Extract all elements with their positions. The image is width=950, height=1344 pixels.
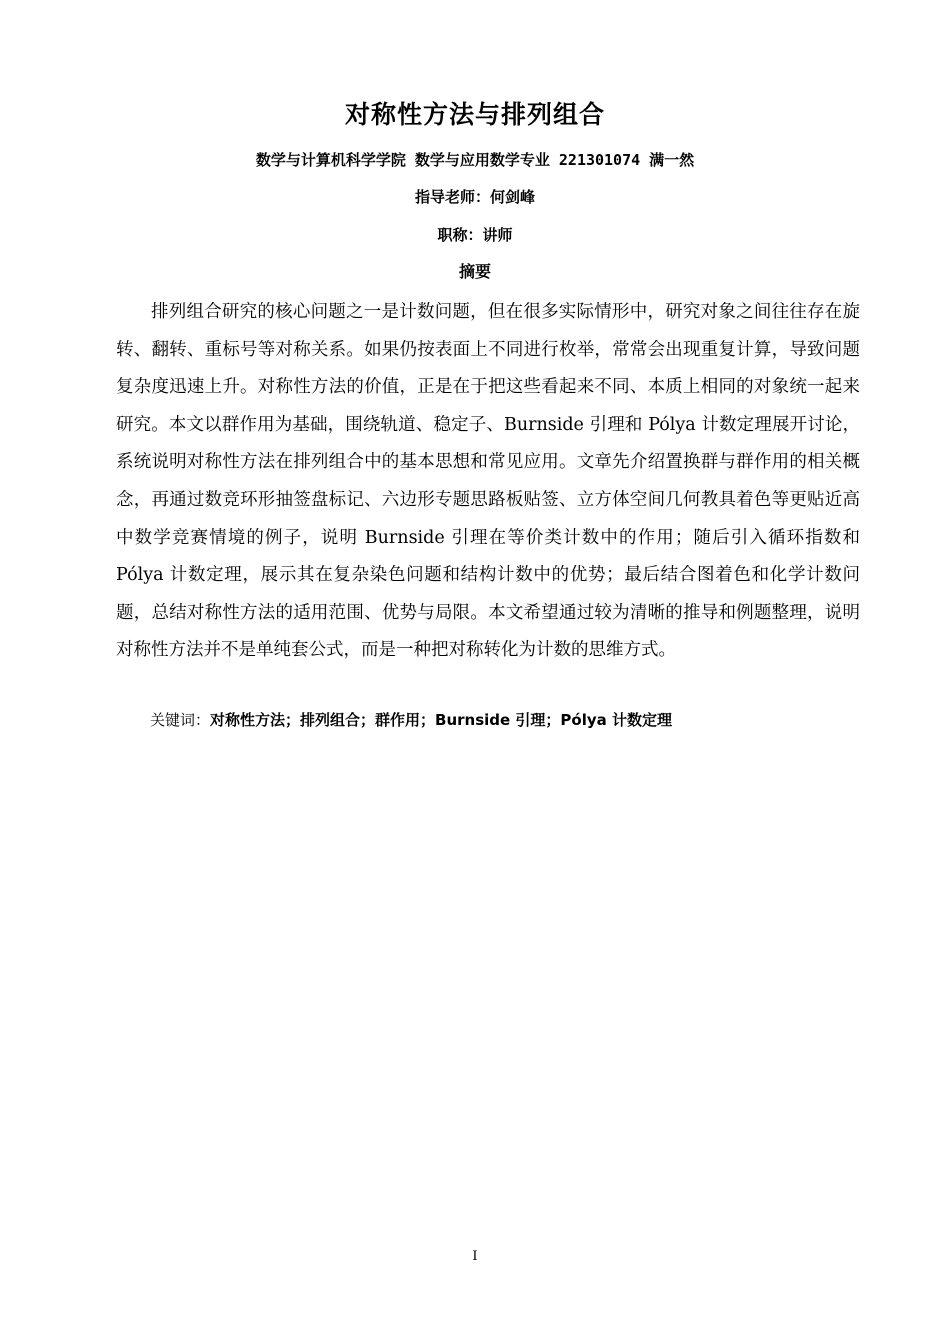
advisor-line: 指导老师：何剑峰: [414, 188, 535, 206]
abstract-heading: 摘要: [458, 262, 491, 281]
keywords-label: 关键词：: [150, 711, 211, 729]
keywords-line: [150, 708, 860, 732]
rank-line: 职称：讲师: [437, 226, 513, 244]
author-line: 数学与计算机科学学院 数学与应用数学专业 221301074 满一然: [255, 151, 695, 169]
keywords-values: 对称性方法；排列组合；群作用；Burnside 引理；Pólya 计数定理: [210, 711, 672, 729]
paper-title: 对称性方法与排列组合: [344, 100, 605, 129]
page-number: I: [472, 1249, 478, 1264]
abstract-body: 排列组合研究的核心问题之一是计数问题，但在很多实际情形中，研究对象之间往往存在旋转、翻转、重标号等对称关系。如果仍按表面上不同进行枚举，常常会出现重复计算，导致问题复杂度迅速上升。对称性方法的价值，正是在于把这些看起来不同、本质上相同的对象统一起来研究。本文以群作用为基础，围绕轨道、稳定子、Burnside 引理和 Pólya 计数定理展开讨论，系统说明对称性方法在排列组合中的基本思想和常见应用。文章先介绍置换群与群作用的相关概念，再通过数竞环形抽签盘标记、六边形专题思路板贴签、立方体空间几何教具着色等更贴近高中数学竞赛情境的例子，说明 Burnside 引理在等价类计数中的作用；随后引入循环指数和 Pólya 计数定理，展示其在复杂染色问题和结构计数中的优势；最后结合图着色和化学计数问题，总结对称性方法的适用范围、优势与局限。本文希望通过较为清晰的推导和例题整理，说明对称性方法并不是单纯套公式，而是一种把对称转化为计数的思维方式。: [116, 302, 860, 661]
